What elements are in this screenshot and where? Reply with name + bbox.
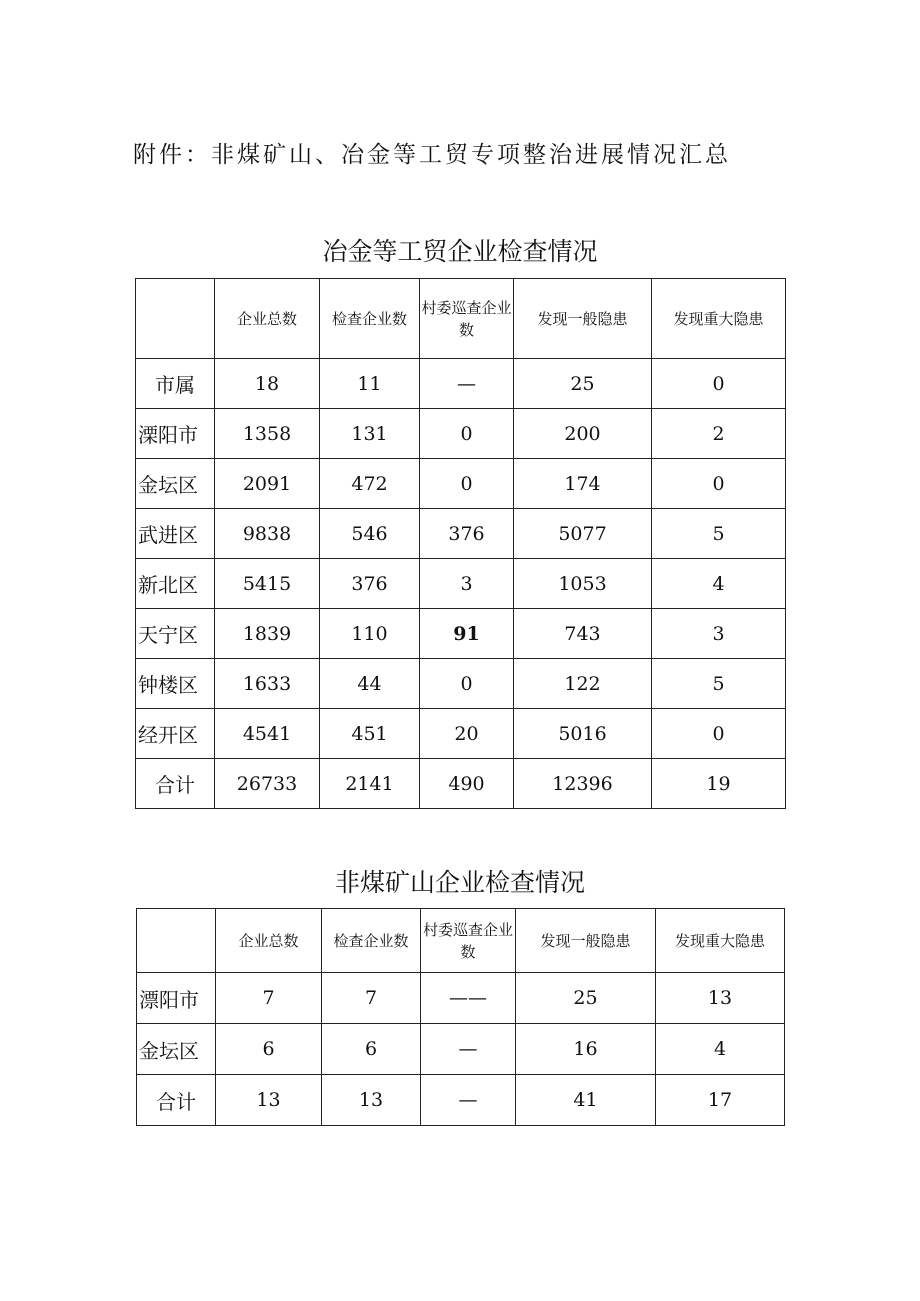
total-row bbox=[136, 759, 786, 809]
value-cell: 110 bbox=[320, 609, 420, 659]
value-cell: 18 bbox=[215, 359, 320, 409]
value-cell: 20 bbox=[420, 709, 514, 759]
value-cell: 1633 bbox=[215, 659, 320, 709]
value-cell: 7 bbox=[216, 973, 322, 1024]
table-row bbox=[136, 359, 786, 409]
value-cell: 6 bbox=[216, 1024, 322, 1075]
table-header-row bbox=[137, 909, 785, 973]
table-row bbox=[136, 709, 786, 759]
value-cell: 1053 bbox=[514, 559, 652, 609]
value-cell: 6 bbox=[322, 1024, 421, 1075]
value-cell: 490 bbox=[420, 759, 514, 809]
region-cell: 金坛区 bbox=[137, 1024, 216, 1075]
value-cell: 5415 bbox=[215, 559, 320, 609]
region-cell: 合计 bbox=[137, 1075, 216, 1126]
value-cell: — bbox=[420, 359, 514, 409]
table-row bbox=[136, 509, 786, 559]
value-cell: 0 bbox=[652, 359, 786, 409]
value-cell: 174 bbox=[514, 459, 652, 509]
value-cell: 7 bbox=[322, 973, 421, 1024]
value-cell: 4 bbox=[652, 559, 786, 609]
value-cell: 11 bbox=[320, 359, 420, 409]
header-cell-total-enterprises: 企业总数 bbox=[215, 279, 320, 359]
table-row bbox=[136, 559, 786, 609]
total-row bbox=[137, 1075, 785, 1126]
region-cell: 溧阳市 bbox=[136, 409, 215, 459]
value-cell: 13 bbox=[656, 973, 785, 1024]
value-cell: 5 bbox=[652, 509, 786, 559]
value-cell: 41 bbox=[516, 1075, 656, 1126]
metallurgy-inspection-table bbox=[135, 278, 786, 809]
header-cell-empty bbox=[137, 909, 216, 973]
value-cell: 1358 bbox=[215, 409, 320, 459]
value-cell: 4541 bbox=[215, 709, 320, 759]
value-cell: 0 bbox=[652, 459, 786, 509]
value-cell: 3 bbox=[420, 559, 514, 609]
mining-inspection-table bbox=[136, 908, 785, 1126]
table-header-row bbox=[136, 279, 786, 359]
region-cell: 合计 bbox=[136, 759, 215, 809]
value-cell: 743 bbox=[514, 609, 652, 659]
value-cell: 4 bbox=[656, 1024, 785, 1075]
value-cell: 26733 bbox=[215, 759, 320, 809]
value-cell: 200 bbox=[514, 409, 652, 459]
header-cell-major-hazards: 发现重大隐患 bbox=[656, 909, 785, 973]
header-cell-inspected-enterprises: 检查企业数 bbox=[320, 279, 420, 359]
value-cell: 13 bbox=[216, 1075, 322, 1126]
table-2-title: 非煤矿山企业检查情况 bbox=[334, 868, 585, 897]
value-cell: 376 bbox=[320, 559, 420, 609]
value-cell: 12396 bbox=[514, 759, 652, 809]
document-heading: 附件：非煤矿山、冶金等工贸专项整治进展情况汇总 bbox=[133, 142, 731, 168]
header-cell-inspected-enterprises: 检查企业数 bbox=[322, 909, 421, 973]
region-cell: 市属 bbox=[136, 359, 215, 409]
value-cell: 0 bbox=[420, 659, 514, 709]
value-cell: 2141 bbox=[320, 759, 420, 809]
region-cell: 钟楼区 bbox=[136, 659, 215, 709]
value-cell: 44 bbox=[320, 659, 420, 709]
value-cell: 122 bbox=[514, 659, 652, 709]
value-cell: 3 bbox=[652, 609, 786, 659]
header-cell-general-hazards: 发现一般隐患 bbox=[514, 279, 652, 359]
value-cell: 0 bbox=[652, 709, 786, 759]
table-row bbox=[137, 1024, 785, 1075]
header-cell-village-patrol: 村委巡查企业数 bbox=[420, 279, 514, 359]
value-cell: 2091 bbox=[215, 459, 320, 509]
header-cell-total-enterprises: 企业总数 bbox=[216, 909, 322, 973]
value-cell: 1839 bbox=[215, 609, 320, 659]
value-cell-highlighted: 91 bbox=[420, 609, 514, 659]
value-cell: 13 bbox=[322, 1075, 421, 1126]
value-cell: 17 bbox=[656, 1075, 785, 1126]
table-1-title: 冶金等工贸企业检查情况 bbox=[322, 237, 598, 266]
header-cell-empty bbox=[136, 279, 215, 359]
region-cell: 经开区 bbox=[136, 709, 215, 759]
region-cell: 漂阳市 bbox=[137, 973, 216, 1024]
value-cell: 16 bbox=[516, 1024, 656, 1075]
value-cell: 9838 bbox=[215, 509, 320, 559]
table-row bbox=[136, 659, 786, 709]
table-row bbox=[136, 609, 786, 659]
value-cell: 0 bbox=[420, 409, 514, 459]
value-cell: 19 bbox=[652, 759, 786, 809]
table-row bbox=[136, 459, 786, 509]
value-cell: 5077 bbox=[514, 509, 652, 559]
value-cell: 472 bbox=[320, 459, 420, 509]
value-cell: 2 bbox=[652, 409, 786, 459]
value-cell: 25 bbox=[514, 359, 652, 409]
region-cell: 武进区 bbox=[136, 509, 215, 559]
header-cell-general-hazards: 发现一般隐患 bbox=[516, 909, 656, 973]
table-row bbox=[137, 973, 785, 1024]
value-cell: 451 bbox=[320, 709, 420, 759]
value-cell: 5 bbox=[652, 659, 786, 709]
region-cell: 金坛区 bbox=[136, 459, 215, 509]
header-cell-village-patrol: 村委巡查企业数 bbox=[421, 909, 516, 973]
value-cell: 546 bbox=[320, 509, 420, 559]
region-cell: 新北区 bbox=[136, 559, 215, 609]
value-cell: —— bbox=[421, 973, 516, 1024]
value-cell: 5016 bbox=[514, 709, 652, 759]
value-cell: 376 bbox=[420, 509, 514, 559]
region-cell: 天宁区 bbox=[136, 609, 215, 659]
value-cell: — bbox=[421, 1075, 516, 1126]
value-cell: 0 bbox=[420, 459, 514, 509]
value-cell: 25 bbox=[516, 973, 656, 1024]
value-cell: 131 bbox=[320, 409, 420, 459]
header-cell-major-hazards: 发现重大隐患 bbox=[652, 279, 786, 359]
table-row bbox=[136, 409, 786, 459]
value-cell: — bbox=[421, 1024, 516, 1075]
